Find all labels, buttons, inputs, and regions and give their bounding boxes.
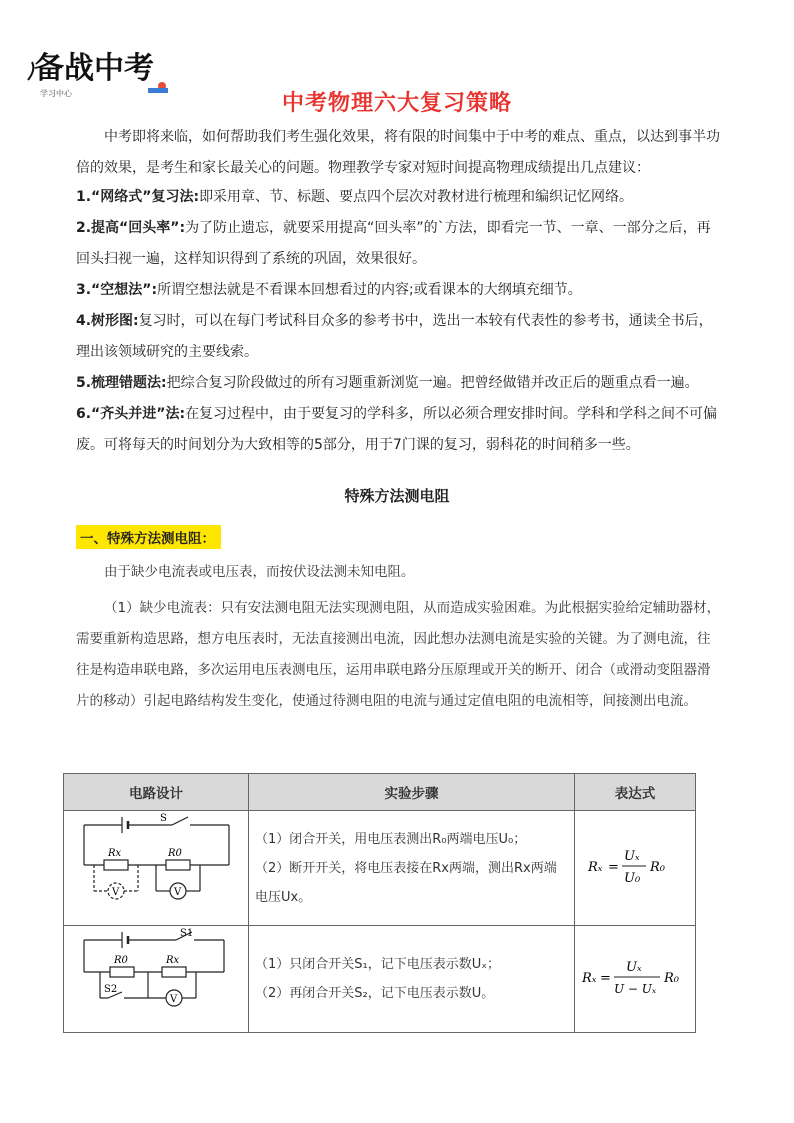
- tip-4: [76, 306, 722, 368]
- r0-label: R0: [114, 955, 128, 966]
- tip-3: [76, 275, 722, 306]
- r0-label: R0: [168, 848, 182, 859]
- table-header: 表达式: [575, 774, 696, 811]
- tip-2-body: 为了防止遗忘，就要采用提高“回头率”的`方法，即看完一节、一章、一部分之后，再回头扫视一遍，这样知识得到了系统的巩固，效果很好。: [76, 220, 711, 267]
- formula-numerator: Uₓ: [624, 849, 640, 864]
- circuit-cell: [64, 926, 249, 1033]
- switch-label: S1: [180, 928, 194, 939]
- page-title: 中考物理六大复习策略: [281, 91, 512, 116]
- tip-1: [76, 182, 722, 213]
- tip-5: [76, 368, 722, 399]
- switch-label: S2: [104, 984, 118, 995]
- formula-1: [580, 836, 690, 896]
- voltmeter-icon: V: [112, 887, 120, 898]
- formula-cell: [575, 926, 696, 1033]
- rx-label: Rx: [108, 848, 122, 859]
- table-row: [64, 926, 696, 1033]
- table-row: [64, 811, 696, 926]
- formula-denominator: U₀: [624, 871, 641, 886]
- svg-text:=: =: [599, 971, 611, 986]
- step-text: （2）断开开关，将电压表接在Rx两端，测出Rx两端电压Ux。: [255, 860, 557, 905]
- step-text: （2）再闭合开关S₂，记下电压表示数U。: [255, 986, 495, 1001]
- tip-2: [76, 213, 722, 275]
- tip-4-body: 复习时，可以在每门考试科目众多的参考书中，选出一本较有代表性的参考书，通读全书后，理出该领域研究的主要线索。: [76, 313, 713, 360]
- intro-paragraph: 中考即将来临，如何帮助我们考生强化效果，将有限的时间集中于中考的难点、重点，以达到事半功倍的效果，是考生和家长最关心的问题。物理教学专家对短时间提高物理成绩提出几点建议：: [76, 129, 720, 176]
- tip-3-body: 所谓空想法就是不看课本回想看过的内容;或看课本的大纲填充细节。: [157, 282, 582, 298]
- step-text: （1）闭合开关，用电压表测出R₀两端电压U₀；: [255, 831, 527, 847]
- tip-6-head: 6.“齐头并进”法:: [76, 406, 186, 422]
- voltmeter-icon: V: [170, 994, 178, 1005]
- tip-3-head: 3.“空想法”:: [76, 282, 158, 298]
- formula-tail: R₀: [663, 971, 679, 986]
- circuit-cell: [64, 811, 249, 926]
- circuit-diagram-1: [64, 811, 249, 921]
- paragraph-1: 由于缺少电流表或电压表，而按伏设法测未知电阻。: [104, 564, 415, 580]
- tip-5-body: 把综合复习阶段做过的所有习题重新浏览一遍。把曾经做错并改正后的题重点看一遍。: [166, 375, 699, 391]
- formula-denominator: U − Uₓ: [613, 982, 656, 996]
- circuit-diagram-2: [64, 926, 249, 1028]
- formula-tail: R₀: [650, 860, 665, 875]
- section-heading: 一、特殊方法测电阻：: [76, 525, 221, 549]
- formula-cell: [575, 811, 696, 926]
- logo-subtext: 学习中心: [40, 89, 72, 98]
- steps-cell: [249, 811, 575, 926]
- formula-lhs: Rₓ: [588, 860, 603, 875]
- formula-2: [578, 947, 693, 1007]
- tip-4-head: 4.树形图:: [76, 313, 139, 329]
- step-text: （1）只闭合开关S₁，记下电压表示数Uₓ；: [255, 957, 501, 972]
- section-title: 特殊方法测电阻: [344, 487, 450, 505]
- formula-numerator: Uₓ: [625, 960, 642, 975]
- tip-2-head: 2.提高“回头率”:: [76, 220, 186, 236]
- switch-label: S: [160, 813, 167, 824]
- voltmeter-icon: V: [174, 887, 182, 898]
- table-header: 电路设计: [64, 774, 249, 811]
- logo-text: 备战中考: [34, 51, 154, 86]
- paragraph-2: （1）缺少电流表：只有安法测电阻无法实现测电阻，从而造成实验困难。为此根据实验给定辅助器材，需要重新构造思路，想方电压表时，无法直接测出电流，因此想办法测电流是实验的关键。为了测电流，往往是构造串联电路，多次运用电压表测电压，运用串联电路分压原理或开关的断开、闭合（或滑动变阻器滑片的移动）引起电路结构发生变化，使通过待测电阻的电流与通过定值电阻的电流相等，间接测出电流。: [76, 600, 721, 709]
- tip-1-head: 1.“网络式”复习法:: [76, 189, 200, 205]
- tip-6-body: 在复习过程中，由于要复习的学科多，所以必须合理安排时间。学科和学科之间不可偏废。可将每天的时间划分为大致相等的5部分，用于7门课的复习，弱科花的时间稍多一些。: [76, 406, 718, 453]
- rx-label: Rx: [166, 955, 180, 966]
- steps-cell: [249, 926, 575, 1033]
- tip-6: [76, 399, 722, 461]
- table-header-row: [64, 774, 696, 811]
- method-table: [63, 773, 696, 1033]
- formula-lhs: Rₓ: [581, 971, 596, 986]
- tip-1-body: 即采用章、节、标题、要点四个层次对教材进行梳理和编织记忆网络。: [199, 189, 634, 205]
- svg-text:=: =: [608, 860, 619, 875]
- table-header: 实验步骤: [249, 774, 575, 811]
- tip-5-head: 5.梳理错题法:: [76, 375, 167, 391]
